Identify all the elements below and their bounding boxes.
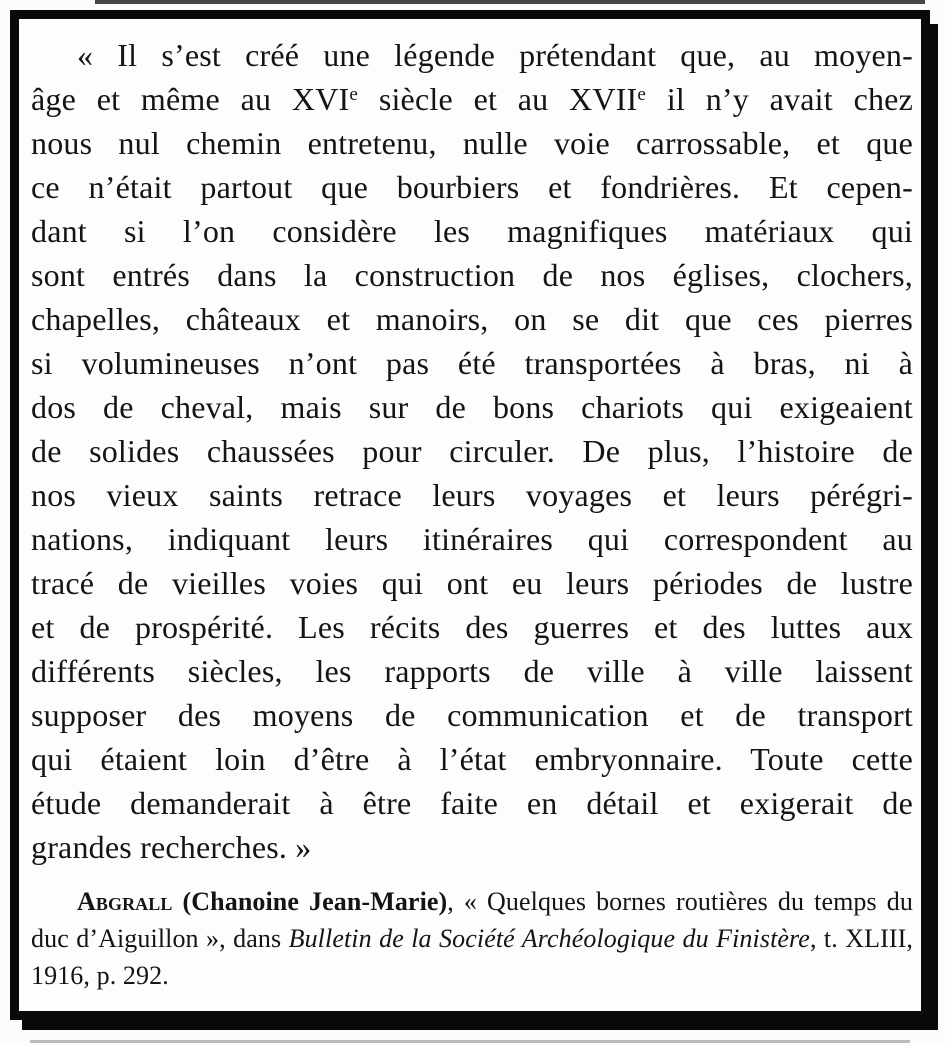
quote-line: nous nul chemin entretenu, nulle voie carrossable, et que <box>31 125 913 161</box>
citation-author-name: Abgrall <box>77 887 173 916</box>
scan-artifact-bottom-edge <box>30 1040 910 1043</box>
quote-line: supposer des moyens de communication et de transport <box>31 697 913 733</box>
quote-line: sont entrés dans la construction de nos églises, clochers, <box>31 257 913 293</box>
scan-artifact-top-edge <box>95 0 925 4</box>
quote-line-segment: âge et même au XVI <box>31 81 350 117</box>
citation-author-role: (Chanoine Jean-Marie) <box>172 887 448 916</box>
quote-line: « Il s’est créé une légende prétendant que, au moyen- <box>77 37 913 73</box>
quote-line: si volumineuses n’ont pas été transportées à bras, ni à <box>31 345 913 381</box>
century-ordinal-superscript: e <box>637 84 647 106</box>
quote-line: chapelles, châteaux et manoirs, on se dit que ces pierres <box>31 301 913 337</box>
citation-reference-detail: , t. XLIII, 1916, p. 292. <box>31 924 913 990</box>
quote-line <box>31 77 913 121</box>
century-ordinal-superscript: e <box>349 84 359 106</box>
quote-line: et de prospérité. Les récits des guerres et des luttes aux <box>31 609 913 645</box>
quote-line-segment: il n’y avait chez <box>646 81 913 117</box>
quote-line: dos de cheval, mais sur de bons chariots qui exigeaient <box>31 389 913 425</box>
quote-line: nos vieux saints retrace leurs voyages et leurs pérégri- <box>31 477 913 513</box>
quote-line: tracé de vieilles voies qui ont eu leurs périodes de lustre <box>31 565 913 601</box>
quote-line: dant si l’on considère les magnifiques matériaux qui <box>31 213 913 249</box>
quote-line-segment: siècle et au XVII <box>358 81 638 117</box>
quote-line: ce n’était partout que bourbiers et fondrières. Et cepen- <box>31 169 913 205</box>
quote-closing-line: grandes recherches. » <box>31 829 312 865</box>
quotation-body <box>31 33 913 869</box>
quote-line: qui étaient loin d’être à l’état embryonnaire. Toute cette <box>31 741 913 777</box>
quote-line: de solides chaussées pour circuler. De plus, l’histoire de <box>31 433 913 469</box>
quotation-frame <box>10 10 930 1020</box>
quote-line: nations, indiquant leurs itinéraires qui correspondent au <box>31 521 913 557</box>
bibliographic-citation <box>31 883 913 994</box>
quote-line: différents siècles, les rapports de ville à ville laissent <box>31 653 913 689</box>
quote-line: étude demanderait à être faite en détail et exigerait de <box>31 785 913 821</box>
citation-journal-title: Bulletin de la Société Archéologique du Finistère <box>288 924 810 953</box>
citation-article-title: , « Quelques bornes routières du temps du duc d’Aiguillon », dans <box>31 887 913 953</box>
